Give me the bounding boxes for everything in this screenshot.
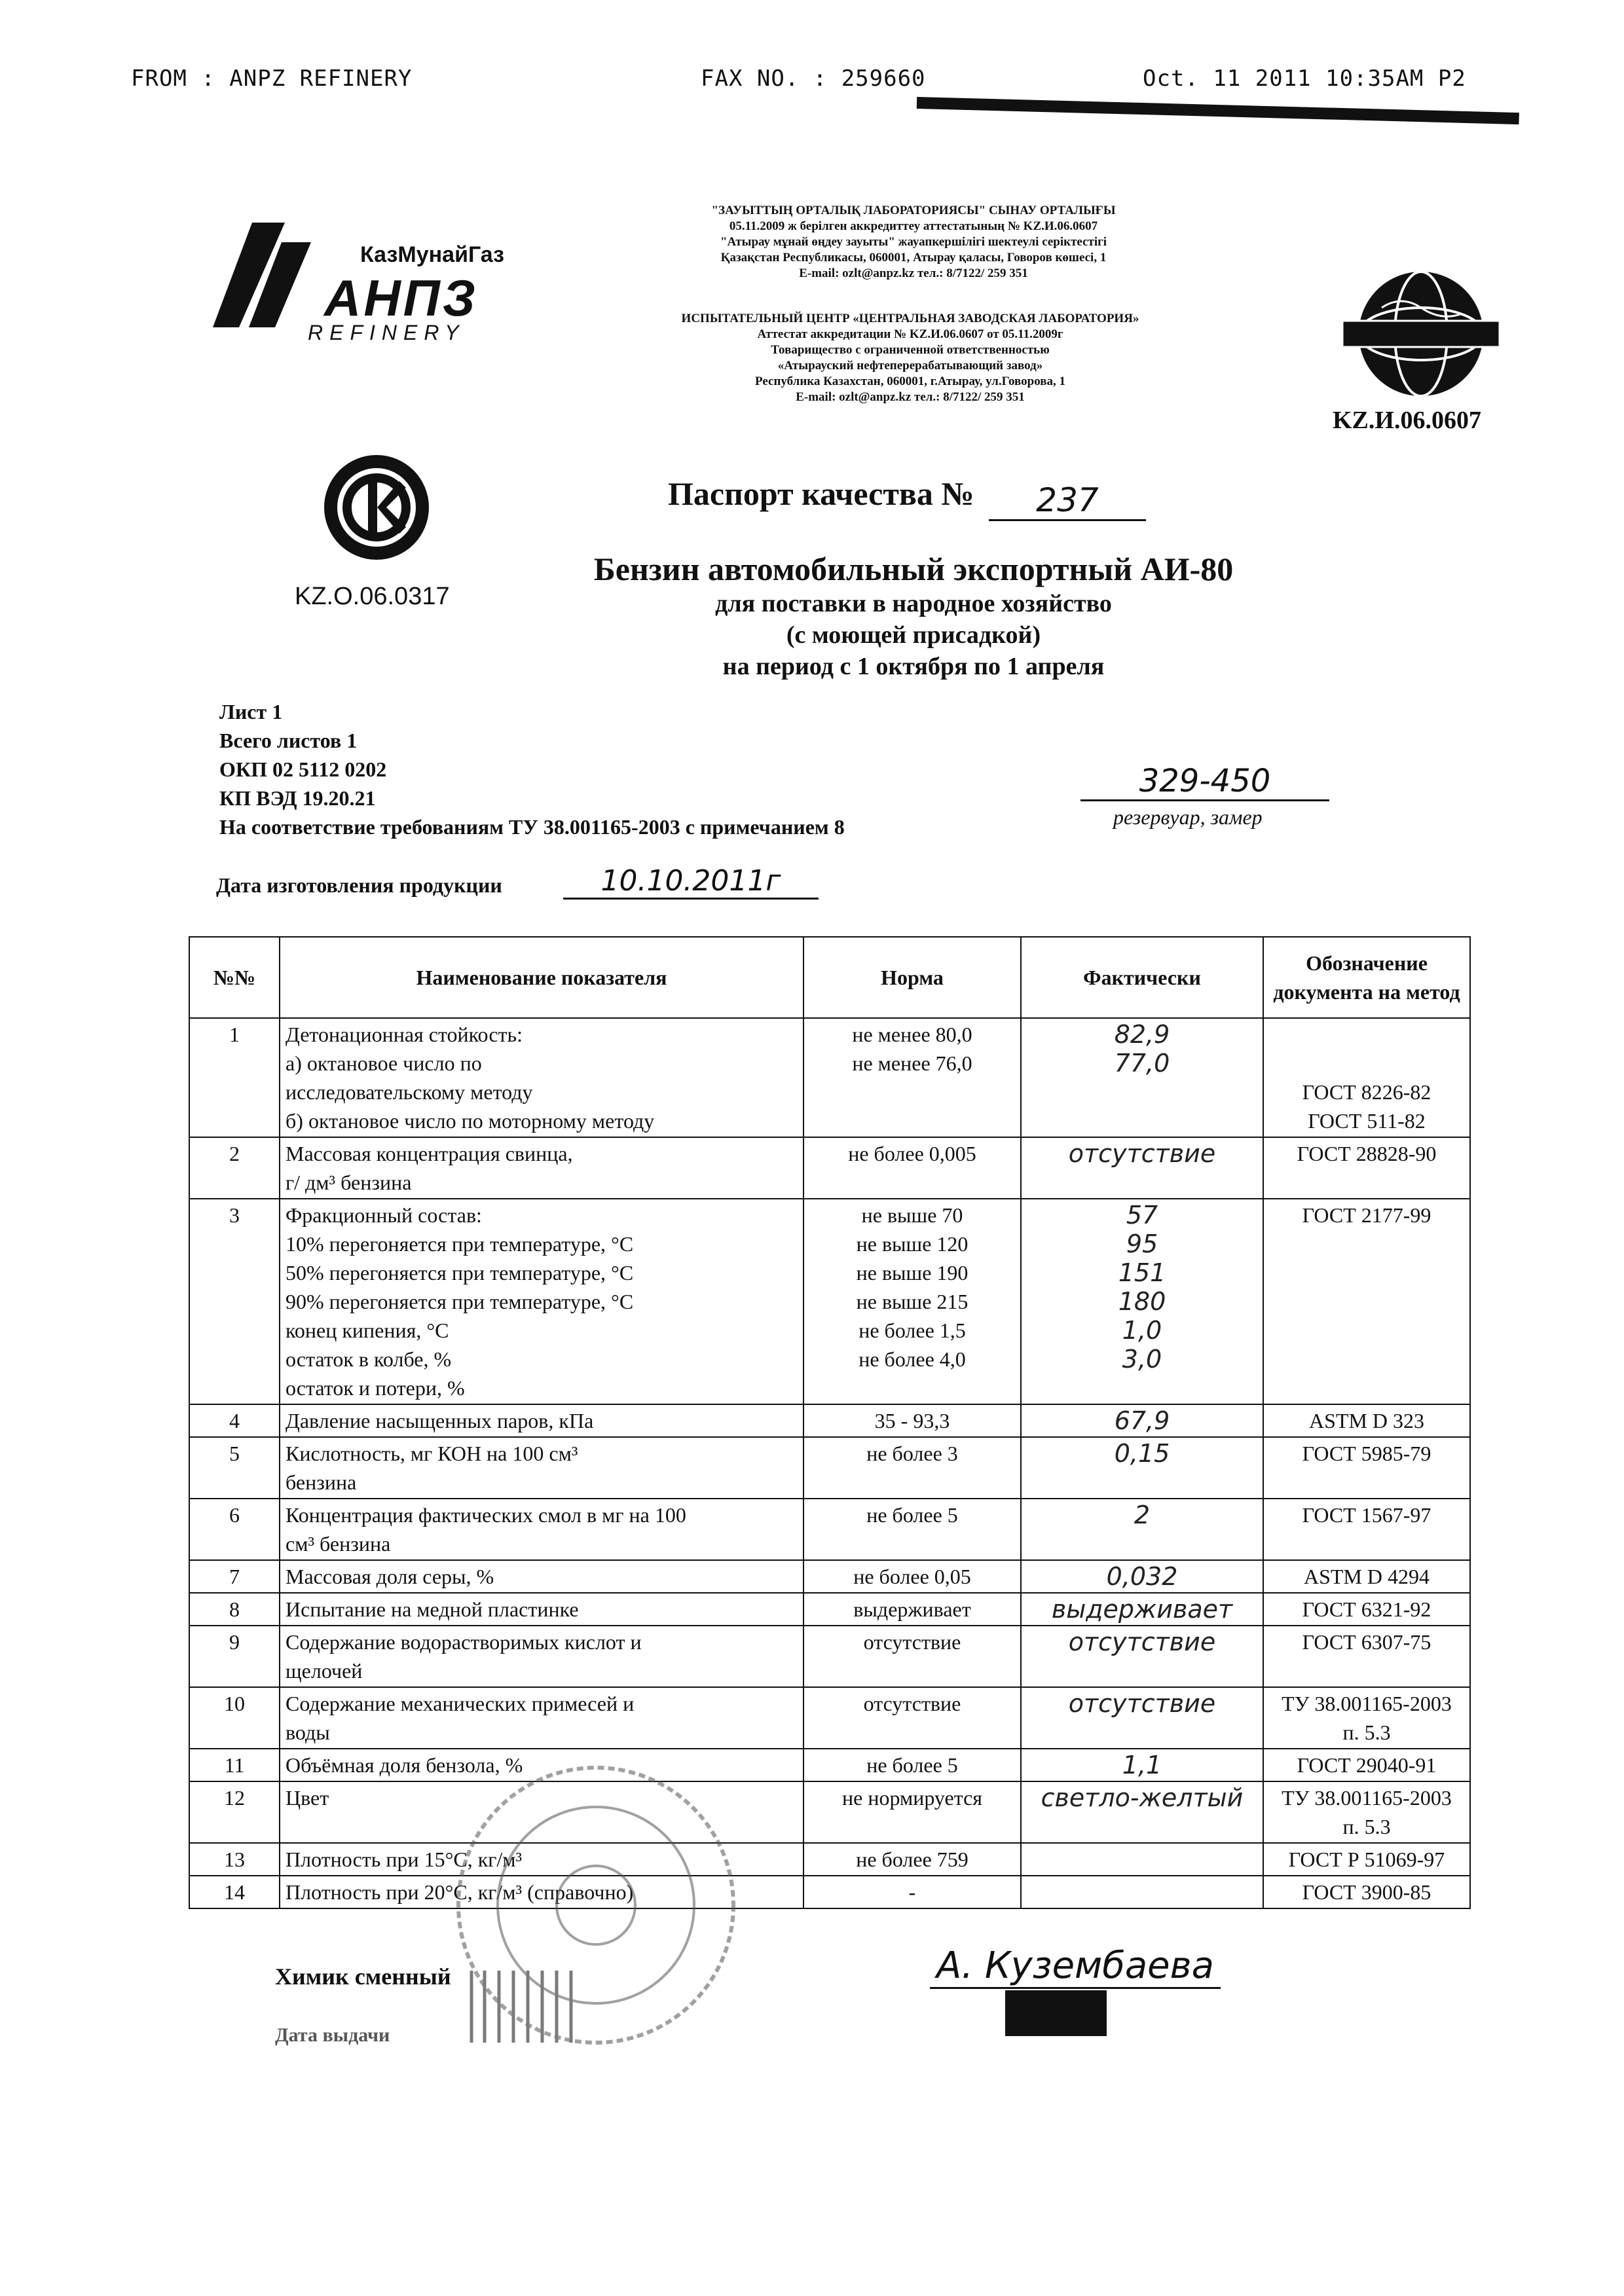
header-actual: Фактически — [1021, 937, 1263, 1018]
row-doc: ТУ 38.001165-2003 п. 5.3 — [1263, 1781, 1470, 1843]
row-doc: ТУ 38.001165-2003 п. 5.3 — [1263, 1687, 1470, 1749]
row-doc: ГОСТ 5985-79 — [1263, 1437, 1470, 1499]
table-row — [189, 1437, 1470, 1499]
row-num: 2 — [189, 1137, 280, 1199]
row-actual: 0,032 — [1021, 1560, 1263, 1593]
row-name: Массовая доля серы, % — [280, 1560, 803, 1593]
product-name: Бензин автомобильный экспортный АИ-80 — [593, 551, 1234, 587]
fax-scan-bar — [917, 97, 1519, 124]
row-actual — [1021, 1843, 1263, 1876]
row-norm: не нормируется — [803, 1781, 1021, 1843]
table-row — [189, 1137, 1470, 1199]
accreditation-globe-icon — [1342, 268, 1500, 399]
lab-kaz-block — [629, 203, 1198, 282]
row-name: Содержание механических примесей и воды — [280, 1687, 803, 1749]
lab-rus-block — [602, 311, 1218, 405]
row-name: Цвет — [280, 1781, 803, 1843]
product-line4: на период с 1 октября по 1 апреля — [722, 653, 1105, 680]
lab-kaz-line: E-mail: ozlt@anpz.kz тел.: 8/7122/ 259 351 — [799, 266, 1028, 280]
row-actual: 0,15 — [1021, 1437, 1263, 1499]
row-num: 1 — [189, 1018, 280, 1137]
row-num: 5 — [189, 1437, 280, 1499]
row-actual: выдерживает — [1021, 1593, 1263, 1626]
row-name: Плотность при 15°С, кг/м³ — [280, 1843, 803, 1876]
table-row — [189, 1626, 1470, 1687]
table-row — [189, 1781, 1470, 1843]
row-name: Содержание водорастворимых кислот и щелочей — [280, 1626, 803, 1687]
table-row — [189, 1687, 1470, 1749]
lab-kaz-line: 05.11.2009 ж берілген аккредиттеу аттестатының № KZ.И.06.0607 — [729, 219, 1098, 233]
date-value: 10.10.2011г — [563, 864, 819, 900]
lab-rus-line: «Атырауский нефтеперерабатывающий завод» — [777, 359, 1043, 373]
row-actual: отсутствие — [1021, 1137, 1263, 1199]
issue-date-label: Дата выдачи — [275, 2024, 390, 2046]
row-num: 9 — [189, 1626, 280, 1687]
header-num: №№ — [189, 937, 280, 1018]
row-actual: светло-желтый — [1021, 1781, 1263, 1843]
row-num: 11 — [189, 1749, 280, 1781]
lab-kaz-line: "Атырау мұнай өңдеу зауыты" жауапкершілігі шектеулі серіктестігі — [720, 235, 1107, 249]
company-logo-icon — [213, 223, 311, 327]
passport-number: 237 — [989, 481, 1146, 521]
chemist-label: Химик сменный — [275, 1963, 451, 1990]
row-doc: ГОСТ 6321-92 — [1263, 1593, 1470, 1626]
row-norm: отсутствие — [803, 1687, 1021, 1749]
redaction-block — [1005, 1990, 1107, 2036]
row-num: 10 — [189, 1687, 280, 1749]
lab-rus-line: Аттестат аккредитации № KZ.И.06.0607 от 05.11.2009г — [757, 327, 1063, 341]
row-doc: ГОСТ 8226-82 ГОСТ 511-82 — [1263, 1018, 1470, 1137]
meta-block — [219, 697, 845, 841]
row-doc: ASTM D 4294 — [1263, 1560, 1470, 1593]
row-doc: ГОСТ 28828-90 — [1263, 1137, 1470, 1199]
product-line3: (с моющей присадкой) — [786, 621, 1041, 649]
row-num: 8 — [189, 1593, 280, 1626]
header-name: Наименование показателя — [280, 937, 803, 1018]
row-num: 12 — [189, 1781, 280, 1843]
row-name: Массовая концентрация свинца, г/ дм³ бензина — [280, 1137, 803, 1199]
row-num: 7 — [189, 1560, 280, 1593]
chemist-signature: А. Кузембаева — [930, 1944, 1221, 1989]
table-row — [189, 1199, 1470, 1404]
table-row — [189, 1593, 1470, 1626]
lab-rus-line: ИСПЫТАТЕЛЬНЫЙ ЦЕНТР «ЦЕНТРАЛЬНАЯ ЗАВОДСКАЯ ЛАБОРАТОРИЯ» — [681, 312, 1139, 325]
row-name: Фракционный состав: 10% перегоняется при температуре, °С 50% перегоняется при температуре, °С 90% перегоняется при температуре, °С конец кипения, °С остаток в колбе, % остаток и потери, % — [280, 1199, 803, 1404]
row-norm: отсутствие — [803, 1626, 1021, 1687]
row-actual: отсутствие — [1021, 1626, 1263, 1687]
row-doc: ГОСТ 1567-97 — [1263, 1499, 1470, 1560]
table-row — [189, 1749, 1470, 1781]
company-name: АНПЗ — [324, 269, 478, 327]
lab-rus-line: Товарищество с ограниченной ответственностью — [771, 343, 1050, 357]
row-num: 3 — [189, 1199, 280, 1404]
row-num: 14 — [189, 1876, 280, 1908]
company-refinery: REFINERY — [308, 321, 466, 344]
header-doc: Обозначение документа на метод — [1263, 937, 1470, 1018]
row-actual: 1,1 — [1021, 1749, 1263, 1781]
row-norm: не более 3 — [803, 1437, 1021, 1499]
row-num: 6 — [189, 1499, 280, 1560]
table-row — [189, 1404, 1470, 1437]
table-row — [189, 1560, 1470, 1593]
passport-title: Паспорт качества № — [668, 475, 974, 512]
row-doc: ГОСТ 3900-85 — [1263, 1876, 1470, 1908]
table-row — [189, 1018, 1470, 1137]
row-num: 13 — [189, 1843, 280, 1876]
meta-kp: КП ВЭД 19.20.21 — [219, 786, 376, 810]
fax-from: FROM : ANPZ REFINERY — [131, 65, 413, 92]
row-actual: отсутствие — [1021, 1687, 1263, 1749]
row-actual: 67,9 — [1021, 1404, 1263, 1437]
row-norm: 35 - 93,3 — [803, 1404, 1021, 1437]
row-doc: ГОСТ 2177-99 — [1263, 1199, 1470, 1404]
row-actual: 82,9 77,0 — [1021, 1018, 1263, 1137]
row-doc: ГОСТ 29040-91 — [1263, 1749, 1470, 1781]
row-name: Концентрация фактических смол в мг на 100 см³ бензина — [280, 1499, 803, 1560]
fax-datetime: Oct. 11 2011 10:35AM P2 — [1143, 65, 1466, 92]
lab-kaz-line: Қазақстан Республикасы, 060001, Атырау қаласы, Говоров көшесі, 1 — [720, 251, 1107, 264]
row-name: Объёмная доля бензола, % — [280, 1749, 803, 1781]
row-num: 4 — [189, 1404, 280, 1437]
fax-number: FAX NO. : 259660 — [701, 65, 926, 92]
row-norm: не выше 70 не выше 120 не выше 190 не выше 215 не более 1,5 не более 4,0 — [803, 1199, 1021, 1404]
tank-value: 329-450 — [1080, 763, 1329, 801]
product-line2: для поставки в народное хозяйство — [715, 590, 1112, 617]
row-norm: не более 759 — [803, 1843, 1021, 1876]
row-norm: не более 0,005 — [803, 1137, 1021, 1199]
right-badge-code: KZ.И.06.0607 — [1333, 407, 1481, 434]
quality-table — [189, 936, 1471, 1909]
meta-total: Всего листов 1 — [219, 729, 358, 752]
left-badge-code: KZ.O.06.0317 — [295, 583, 450, 610]
table-row — [189, 1843, 1470, 1876]
row-norm: - — [803, 1876, 1021, 1908]
row-norm: не более 0,05 — [803, 1560, 1021, 1593]
table-row — [189, 1499, 1470, 1560]
lab-kaz-line: "ЗАУЫТТЫҢ ОРТАЛЫҚ ЛАБОРАТОРИЯСЫ" СЫНАУ ОРТАЛЫҒЫ — [711, 204, 1116, 217]
meta-requirements: На соответствие требованиям ТУ 38.001165-2003 с примечанием 8 — [219, 815, 845, 839]
certification-mark-icon — [321, 452, 432, 563]
row-doc: ASTM D 323 — [1263, 1404, 1470, 1437]
row-norm: не более 5 — [803, 1749, 1021, 1781]
meta-sheet: Лист 1 — [219, 700, 283, 723]
row-norm: не менее 80,0 не менее 76,0 — [803, 1018, 1021, 1137]
table-row — [189, 1876, 1470, 1908]
row-norm: выдерживает — [803, 1593, 1021, 1626]
row-norm: не более 5 — [803, 1499, 1021, 1560]
row-name: Детонационная стойкость: а) октановое число по исследовательскому методу б) октановое число по моторному методу — [280, 1018, 803, 1137]
company-group: КазМунайГаз — [360, 242, 505, 267]
meta-okp: ОКП 02 5112 0202 — [219, 757, 387, 781]
lab-rus-line: Республика Казахстан, 060001, г.Атырау, ул.Говорова, 1 — [755, 374, 1065, 388]
round-stamp-icon — [426, 1755, 766, 2056]
row-name: Давление насыщенных паров, кПа — [280, 1404, 803, 1437]
date-label: Дата изготовления продукции — [216, 873, 502, 897]
row-doc: ГОСТ Р 51069-97 — [1263, 1843, 1470, 1876]
header-norm: Норма — [803, 937, 1021, 1018]
tank-label: резервуар, замер — [1113, 805, 1263, 829]
row-actual: 57 95 151 180 1,0 3,0 — [1021, 1199, 1263, 1404]
lab-rus-line: E-mail: ozlt@anpz.kz тел.: 8/7122/ 259 351 — [796, 390, 1025, 404]
row-actual: 2 — [1021, 1499, 1263, 1560]
row-actual — [1021, 1876, 1263, 1908]
row-name: Испытание на медной пластинке — [280, 1593, 803, 1626]
row-doc: ГОСТ 6307-75 — [1263, 1626, 1470, 1687]
row-name: Плотность при 20°С, кг/м³ (справочно) — [280, 1876, 803, 1908]
row-name: Кислотность, мг КОН на 100 см³ бензина — [280, 1437, 803, 1499]
